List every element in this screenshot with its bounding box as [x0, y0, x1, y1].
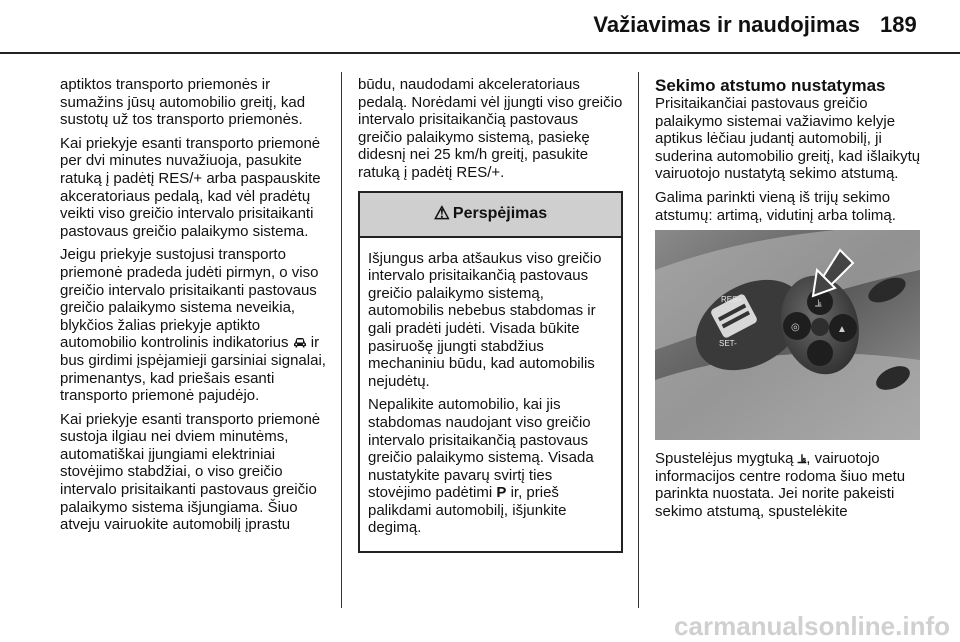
page-header-title: Važiavimas ir naudojimas — [593, 12, 860, 37]
distance-button-icon: ⫡ — [797, 451, 807, 467]
paragraph: aptiktos transporto priemonės ir sumažins jūsų automobilio greitį, kad sustotų už tos transporto priemonės. — [60, 76, 306, 129]
watermark: carmanualsonline.info — [674, 611, 950, 641]
steering-wheel-controls-photo — [655, 230, 920, 440]
svg-text:◎: ◎ — [791, 322, 800, 334]
section-title: Sekimo atstumo nustatymas — [655, 76, 886, 95]
paragraph: Prisitaikančiai pastovaus greičio palaikymo sistemai važiavimo kelyje aptikus lėčiau judantį automobilį, ji suderina automobilio greitį, kad išlaikytų vairuotojo nustatytą sekimo atstumą. — [655, 95, 921, 183]
svg-text:⫡: ⫡ — [815, 298, 822, 310]
res-label: RES+ — [721, 295, 743, 305]
paragraph-text: Spustelėjus mygtuką — [655, 450, 794, 468]
paragraph: Galima parinkti vieną iš trijų sekimo atstumų: artimą, vidutinį arba tolimą. — [655, 188, 896, 224]
vehicle-ahead-icon — [293, 337, 307, 348]
paragraph — [655, 450, 925, 520]
warning-triangle-icon: ⚠ — [433, 203, 450, 224]
paragraph: būdu, naudodami akceleratoriaus pedalą. Norėdami vėl įjungti viso greičio intervalo prisitaikančią pastovaus greičio palaikymo sistemą, pasiekę didesnį nei 25 km/h greitį, pasukite ratuką į padėtį RES/+. — [358, 76, 623, 181]
warning-paragraph — [368, 396, 613, 537]
warning-box — [358, 191, 623, 554]
column-divider-left — [341, 72, 342, 608]
paragraph — [60, 246, 330, 404]
warning-body — [360, 238, 621, 552]
column-3 — [655, 76, 925, 527]
warning-header — [360, 193, 621, 238]
warning-text: ir, prieš palikdami automobilį, išjunkite degimą. — [368, 484, 567, 537]
warning-text: Nepalikite automobilio, kai jis stabdomas naudojant viso greičio intervalo prisitaikančią pastovaus greičio palaikymo sistemą. Visada nustatykite pavarų svirtį ties stovėjimo padėtimi — [368, 396, 594, 502]
paragraph-text: , vairuotojo informacijos centre rodoma šiuo metu parinkta nuostata. Jei norite pakeisti sekimo atstumą, spustelėkite — [655, 450, 906, 520]
header-rule — [0, 52, 960, 54]
paragraph: Kai priekyje esanti transporto priemonė sustoja ilgiau nei dviem minutėms, automatiškai įjungiami elektriniai stovėjimo stabdžiai, o viso greičio intervalo prisitaikanti pastovaus greičio palaikymo sistema išjungiama. Šiuo atveju vairuokite automobilį įprastu — [60, 410, 321, 534]
page-number: 189 — [880, 12, 917, 37]
set-label: SET- — [719, 339, 737, 349]
column-divider-right — [638, 72, 639, 608]
warning-title: Perspėjimas — [452, 205, 548, 223]
column-1 — [60, 76, 330, 540]
paragraph: Kai priekyje esanti transporto priemonė per dvi minutes nuvažiuoja, pasukite ratuką į padėtį RES/+ arba paspauskite akceratoriaus pedalą, kad vėl pradėtų veikti viso greičio intervalo prisitaikanti pastovaus greičio palaikymo sistema. — [60, 134, 321, 240]
paragraph-text: Jeigu priekyje sustojusi transporto priemonė pradeda judėti pirmyn, o viso greičio intervalo prisitaikanti pastovaus greičio palaikymo sistema neveikia, blykčios žalias priekyje aptikto automobilio kontrolinis indikatorius — [60, 246, 319, 352]
column-2 — [358, 76, 623, 553]
gear-position-p: P — [496, 484, 507, 502]
paragraph-text: ir bus girdimi įspėjamieji garsiniai signalai, primenantys, kad priešais esanti transporto priemonė pajudėjo. — [60, 334, 326, 405]
svg-text:▲: ▲ — [837, 324, 847, 336]
warning-paragraph: Išjungus arba atšaukus viso greičio intervalo prisitaikančią pastovaus greičio palaikymo sistemą, automobilis nebebus stabdomas ir gali pradėti judėti. Visada būkite pasiruošę įjungti stabdžius mechaniniu būdu, kad automobilis nejudėtų. — [368, 249, 602, 390]
